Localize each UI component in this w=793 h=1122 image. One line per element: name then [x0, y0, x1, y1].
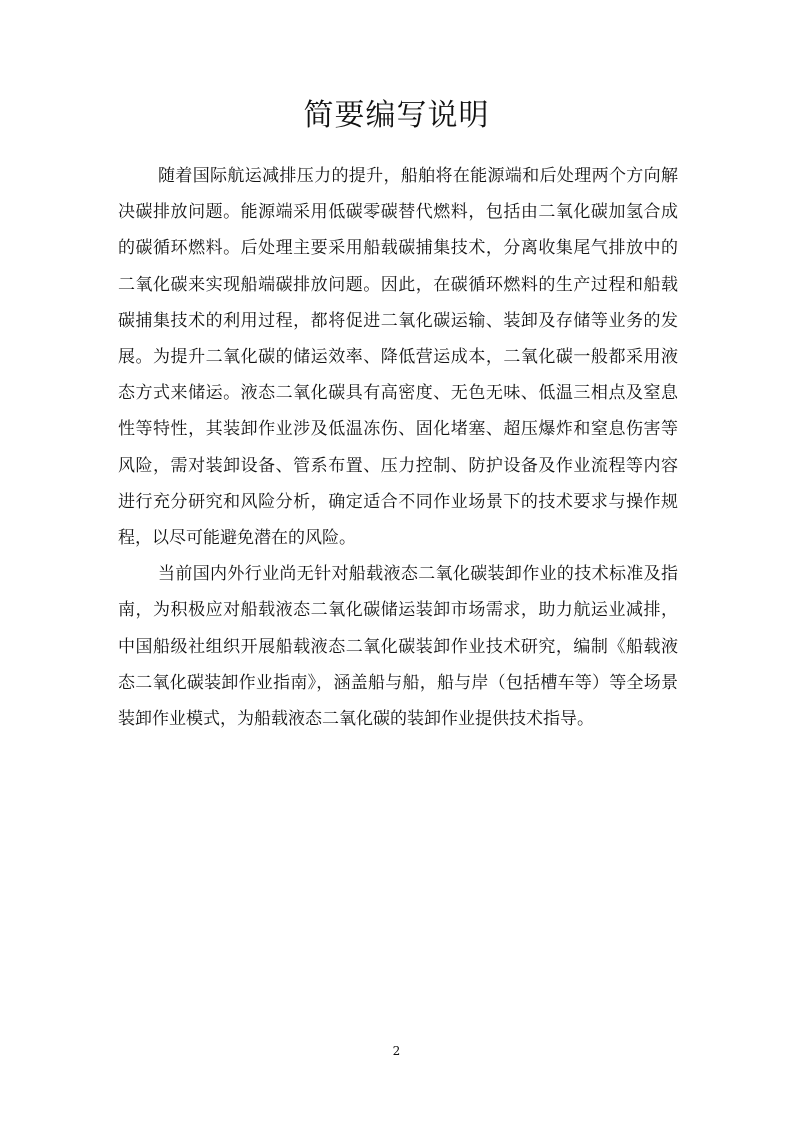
- page-number: 2: [392, 1044, 401, 1058]
- paragraph-1: 随着国际航运减排压力的提升，船舶将在能源端和后处理两个方向解决碳排放问题。能源端采用低碳零碳替代燃料，包括由二氧化碳加氢合成的碳循环燃料。后处理主要采用船载碳捕集技术，分离收集尾气排放中的二氧化碳来实现船端碳排放问题。因此，在碳循环燃料的生产过程和船载碳捕集技术的利用过程，都将促进二氧化碳运输、装卸及存储等业务的发展。为提升二氧化碳的储运效率、降低营运成本，二氧化碳一般都采用液态方式来储运。液态二氧化碳具有高密度、无色无味、低温三相点及窒息性等特性，其装卸作业涉及低温冻伤、固化堵塞、超压爆炸和窒息伤害等风险，需对装卸设备、管系布置、压力控制、防护设备及作业流程等内容进行充分研究和风险分析，确定适合不同作业场景下的技术要求与操作规程，以尽可能避免潜在的风险。: [118, 166, 678, 549]
- document-body: [118, 158, 678, 737]
- paragraph-2: 当前国内外行业尚无针对船载液态二氧化碳装卸作业的技术标准及指南，为积极应对船载液态二氧化碳储运装卸市场需求，助力航运业减排，中国船级社组织开展船载液态二氧化碳装卸作业技术研究，编制《船载液态二氧化碳装卸作业指南》，涵盖船与船，船与岸（包括槽车等）等全场景装卸作业模式，为船载液态二氧化碳的装卸作业提供技术指导。: [118, 564, 678, 730]
- page-title: 简要编写说明: [303, 98, 490, 133]
